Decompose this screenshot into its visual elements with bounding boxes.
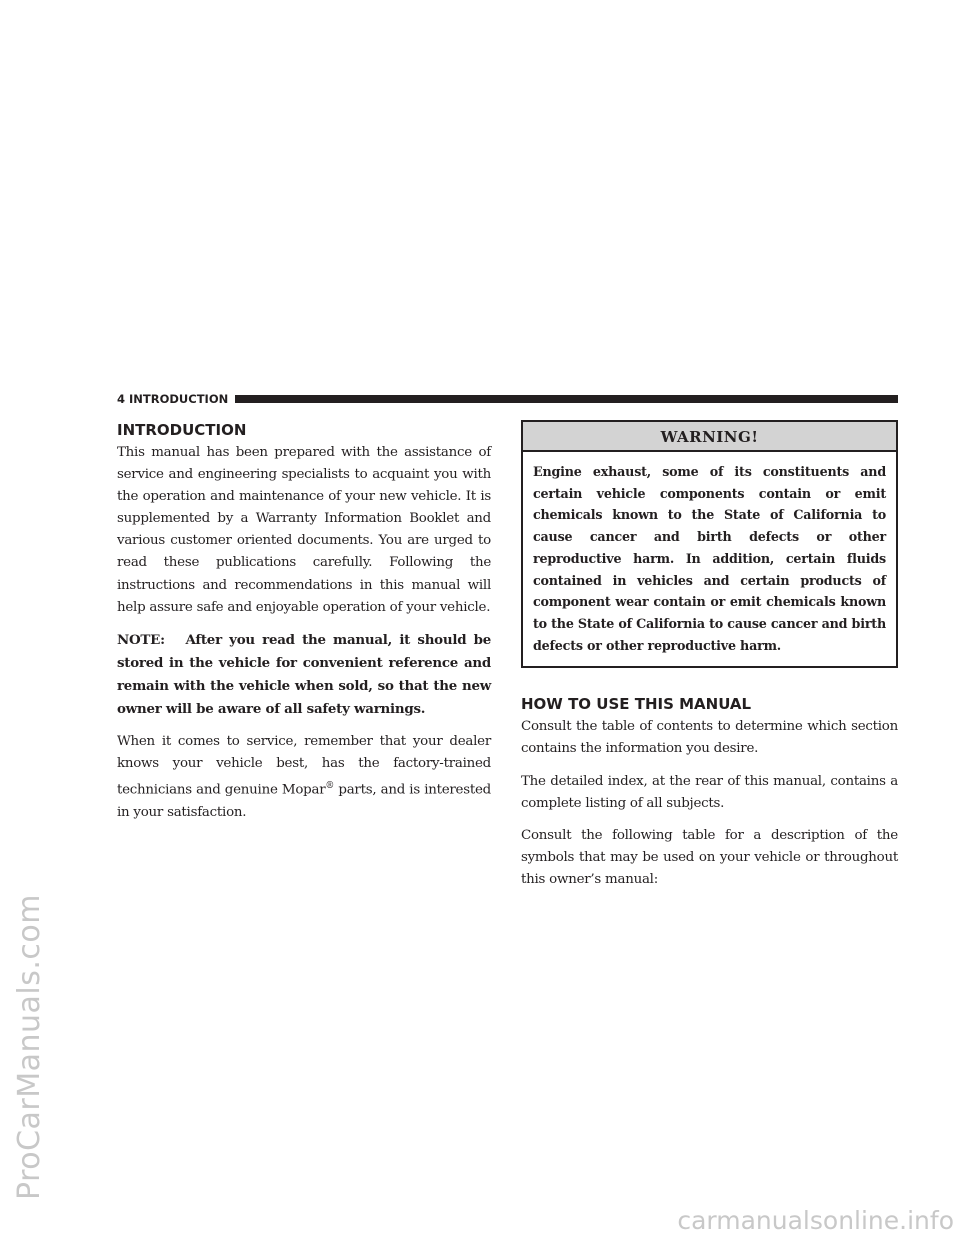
left-column xyxy=(117,420,491,834)
warning-title: WARNING! xyxy=(523,422,896,452)
index-paragraph: The detailed index, at the rear of this manual, contains a complete listing of all subjects. xyxy=(521,773,898,811)
right-column xyxy=(521,420,898,901)
page-header xyxy=(117,392,898,406)
note-paragraph xyxy=(117,629,491,721)
note-text: After you read the manual, it should be stored in the vehicle for convenient reference and remain with the vehicle when sold, so that the new owner will be aware of all safety warnings. xyxy=(117,631,491,718)
warning-box xyxy=(521,420,898,668)
watermark-side: ProCarManuals.com xyxy=(12,893,47,1200)
watermark-bottom: carmanualsonline.info xyxy=(677,1206,954,1235)
how-to-use-heading: HOW TO USE THIS MANUAL xyxy=(521,695,752,714)
page-number-label: 4 INTRODUCTION xyxy=(117,392,229,406)
contents-paragraph: Consult the table of contents to determine which section contains the information you desire. xyxy=(521,719,898,757)
header-rule xyxy=(235,395,898,403)
warning-text: Engine exhaust, some of its constituents and certain vehicle components contain or emit chemicals known to the State of California to cause cancer and birth defects or other reproductive harm. In addition, certain fluids contained in vehicles and certain products of component wear contain or emit chemicals known to the State of California to cause cancer and birth defects or other reproductive harm. xyxy=(533,464,886,653)
note-label: NOTE: xyxy=(117,631,165,648)
registered-mark: ® xyxy=(325,781,335,792)
service-text-part1: When it comes to service, remember that your dealer knows your vehicle best, has the factory-trained technicians and genuine Mopar xyxy=(117,734,491,798)
service-text-part2: parts, and is interested in your satisfaction. xyxy=(117,782,491,820)
service-paragraph xyxy=(117,731,491,824)
symbols-paragraph: Consult the following table for a description of the symbols that may be used on your vehicle or throughout this owner’s manual: xyxy=(521,827,898,887)
intro-paragraph: This manual has been prepared with the assistance of service and engineering specialists to acquaint you with the operation and maintenance of your new vehicle. It is supplemented by a Warranty Information Booklet and various customer oriented documents. You are urged to read these publications carefully. Following the instructions and recommendations in this manual will help assure safe and enjoyable operation of your vehicle. xyxy=(117,445,491,615)
introduction-heading: INTRODUCTION xyxy=(117,421,247,439)
